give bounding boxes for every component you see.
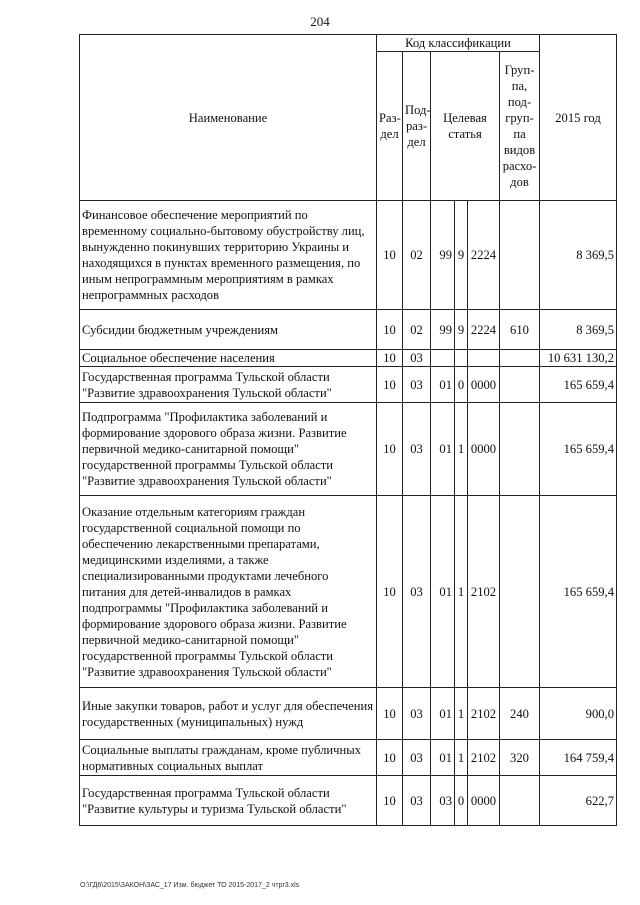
row-name: Иные закупки товаров, работ и услуг для обеспечения государственных (муниципальных) нужд [80, 688, 377, 740]
row-expense-group [500, 350, 540, 367]
table-row [80, 776, 617, 826]
row-target-subprogram: 1 [455, 403, 468, 496]
row-subsection: 02 [403, 310, 431, 350]
table-row [80, 496, 617, 688]
row-name: Государственная программа Тульской области "Развитие здравоохранения Тульской области" [80, 367, 377, 403]
row-target-direction: 2224 [468, 201, 500, 310]
row-target-program: 01 [431, 740, 455, 776]
row-name: Государственная программа Тульской области "Развитие культуры и туризма Тульской области" [80, 776, 377, 826]
row-target-direction: 0000 [468, 776, 500, 826]
row-subsection: 03 [403, 367, 431, 403]
row-expense-group: 610 [500, 310, 540, 350]
row-expense-group [500, 403, 540, 496]
footer-file-path: O:\ГД6\2015\ЗАКОН\ЗАС_17 Изм. бюджет ТО 2015-2017_2 чтpr3.xls [80, 882, 300, 889]
row-section: 10 [377, 367, 403, 403]
row-target-subprogram [455, 350, 468, 367]
table-row [80, 350, 617, 367]
row-subsection: 03 [403, 403, 431, 496]
header-name: Наименование [80, 35, 377, 201]
row-target-direction: 0000 [468, 367, 500, 403]
budget-table [79, 34, 617, 826]
row-target-subprogram: 9 [455, 201, 468, 310]
row-expense-group [500, 496, 540, 688]
row-subsection: 03 [403, 688, 431, 740]
row-target-program: 01 [431, 403, 455, 496]
table-row [80, 403, 617, 496]
row-section: 10 [377, 776, 403, 826]
row-target-direction [468, 350, 500, 367]
row-expense-group [500, 776, 540, 826]
row-target-subprogram: 9 [455, 310, 468, 350]
header-subsection-label: Под- раз- дел [405, 103, 431, 149]
row-target-direction: 2224 [468, 310, 500, 350]
row-amount: 8 369,5 [540, 201, 617, 310]
row-name: Социальные выплаты гражданам, кроме публичных нормативных социальных выплат [80, 740, 377, 776]
row-target-direction: 0000 [468, 403, 500, 496]
header-section [377, 52, 403, 201]
table-row [80, 688, 617, 740]
row-target-subprogram: 0 [455, 367, 468, 403]
row-amount: 10 631 130,2 [540, 350, 617, 367]
row-target-program: 01 [431, 688, 455, 740]
row-section: 10 [377, 740, 403, 776]
row-section: 10 [377, 350, 403, 367]
row-amount: 622,7 [540, 776, 617, 826]
row-name: Субсидии бюджетным учреждениям [80, 310, 377, 350]
row-target-subprogram: 1 [455, 740, 468, 776]
header-expense-group [500, 52, 540, 201]
row-name: Оказание отдельным категориям граждан государственной социальной помощи по обеспечению лекарственными препаратами, медицинскими изделиями, а также специализированными продуктами лечебного питания для детей-инвалидов в рамках подпрограммы "Профилактика заболеваний и формирование здорового образа жизни. Развитие первичной медико-санитарной помощи" государственной программы Тульской области "Развитие здравоохранения Тульской области" [80, 496, 377, 688]
header-group-label: Груп- па, под- груп- па видов расхо- дов [502, 63, 537, 189]
row-target-direction: 2102 [468, 496, 500, 688]
header-code-classification: Код классификации [377, 35, 540, 52]
header-target-label: Целевая статья [443, 111, 487, 141]
row-expense-group: 240 [500, 688, 540, 740]
row-target-program: 01 [431, 367, 455, 403]
row-target-program: 99 [431, 310, 455, 350]
table-row [80, 740, 617, 776]
row-name: Подпрограмма "Профилактика заболеваний и формирование здорового образа жизни. Развитие первичной медико-санитарной помощи" государственной программы Тульской области "Развитие здравоохранения Тульской области" [80, 403, 377, 496]
row-target-direction: 2102 [468, 740, 500, 776]
header-section-label: Раз- дел [379, 111, 401, 141]
row-amount: 900,0 [540, 688, 617, 740]
row-subsection: 03 [403, 496, 431, 688]
row-expense-group [500, 201, 540, 310]
page-number: 204 [310, 14, 330, 29]
row-amount: 165 659,4 [540, 367, 617, 403]
header-subsection [403, 52, 431, 201]
row-section: 10 [377, 310, 403, 350]
row-section: 10 [377, 201, 403, 310]
row-name: Финансовое обеспечение мероприятий по временному социально-бытовому обустройству лиц, вынужденно покинувших территорию Украины и находящихся в пунктах временного размещения, по иным непрограммным мероприятиям в рамках непрограммных расходов [80, 201, 377, 310]
header-target-article [431, 52, 500, 201]
row-target-program: 99 [431, 201, 455, 310]
table-row [80, 310, 617, 350]
row-amount: 165 659,4 [540, 403, 617, 496]
row-amount: 164 759,4 [540, 740, 617, 776]
row-subsection: 03 [403, 350, 431, 367]
row-amount: 8 369,5 [540, 310, 617, 350]
row-subsection: 02 [403, 201, 431, 310]
header-row-1 [80, 35, 617, 52]
row-name: Социальное обеспечение населения [80, 350, 377, 367]
row-section: 10 [377, 688, 403, 740]
row-subsection: 03 [403, 776, 431, 826]
row-section: 10 [377, 496, 403, 688]
row-subsection: 03 [403, 740, 431, 776]
row-target-subprogram: 1 [455, 496, 468, 688]
row-amount: 165 659,4 [540, 496, 617, 688]
row-target-subprogram: 1 [455, 688, 468, 740]
row-target-subprogram: 0 [455, 776, 468, 826]
row-expense-group: 320 [500, 740, 540, 776]
row-expense-group [500, 367, 540, 403]
header-year: 2015 год [540, 35, 617, 201]
row-target-program: 03 [431, 776, 455, 826]
row-section: 10 [377, 403, 403, 496]
row-target-direction: 2102 [468, 688, 500, 740]
table-row [80, 367, 617, 403]
row-target-program: 01 [431, 496, 455, 688]
row-target-program [431, 350, 455, 367]
table-row [80, 201, 617, 310]
